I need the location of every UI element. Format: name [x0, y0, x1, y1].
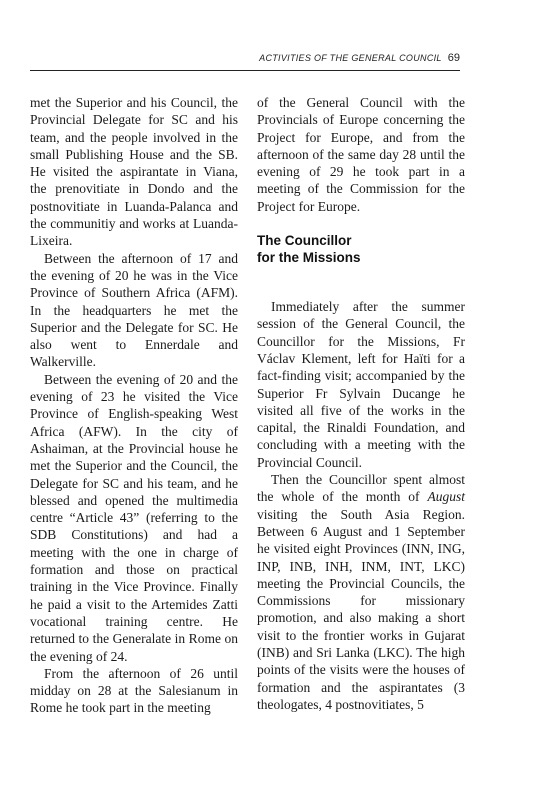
italic-month: August [427, 489, 465, 505]
paragraph: of the General Council with the Provincials of Europe concerning the Project for Europe, and from the afternoon of the same day 28 until the evening of 29 he took part in a meeting of the Commission for the Project for Europe. [257, 95, 465, 214]
paragraph: Between the afternoon of 17 and the evening of 20 he was in the Vice Province of Southern Africa (AFM). In the headquarters he met the Superior and the Delegate for SC. He also went to Ennerdale and Walkerville. [30, 250, 238, 370]
paragraph-text: Then the Councillor spent almost the whole of the month of [257, 472, 465, 505]
page-number: 69 [447, 52, 460, 64]
page-header [30, 52, 460, 71]
section-heading [257, 232, 465, 266]
paragraph [257, 471, 465, 713]
paragraph: From the afternoon of 26 until midday on 28 at the Salesianum in Rome he took part in the meeting [30, 665, 238, 716]
right-column [257, 94, 465, 713]
left-column [30, 94, 238, 717]
heading-line: The Councillor [257, 233, 352, 249]
running-title: ACTIVITIES OF THE GENERAL COUNCIL [259, 53, 442, 63]
paragraph: Immediately after the summer session of the General Council, the Councillor for the Missions, Fr Václav Klement, left for Haïti for a fact-finding visit; accompanied by the Superior Fr Sylvain Ducange he visited all five of the works in the capital, the Rinaldi Foundation, and concluding with a meeting with the Provincial Council. [257, 299, 465, 470]
heading-line: for the Missions [257, 250, 361, 266]
paragraph-text: visiting the South Asia Region. Between 6 August and 1 September he visited eight Provinces (INN, ING, INP, INB, INH, INM, INT, LKC) meeting the Provincial Councils, the Commissions for missionary promotion, and also making a short visit to the frontier works in Gujarat (INB) and Sri Lanka (LKC). The high points of the visits were the houses of formation and the aspirantates (3 theologates, 4 postnovitiates, 5 [257, 506, 465, 712]
paragraph: met the Superior and his Council, the Provincial Delegate for SC and his team, and the people involved in the small Publishing House and the SB. He visited the aspirantate in Viana, the prenovitiate in Dondo and the postnovitiate in Luanda-Palanca and the communitiy and works at Luanda-Lixeira. [30, 95, 238, 249]
paragraph: Between the evening of 20 and the evening of 23 he visited the Vice Province of English-speaking West Africa (AFW). In the city of Ashaiman, at the Provincial house he met the Superior and the Council, the Delegate for SC and his team, and he blessed and opened the multimedia centre “Article 43” (referring to the SDB Constitutions) and had a meeting with the one in charge of formation and those on practical training in the Vice Province. Finally he paid a visit to the Artemides Zatti vocational training centre. He returned to the Generalate in Rome on the evening of 24. [30, 371, 238, 664]
